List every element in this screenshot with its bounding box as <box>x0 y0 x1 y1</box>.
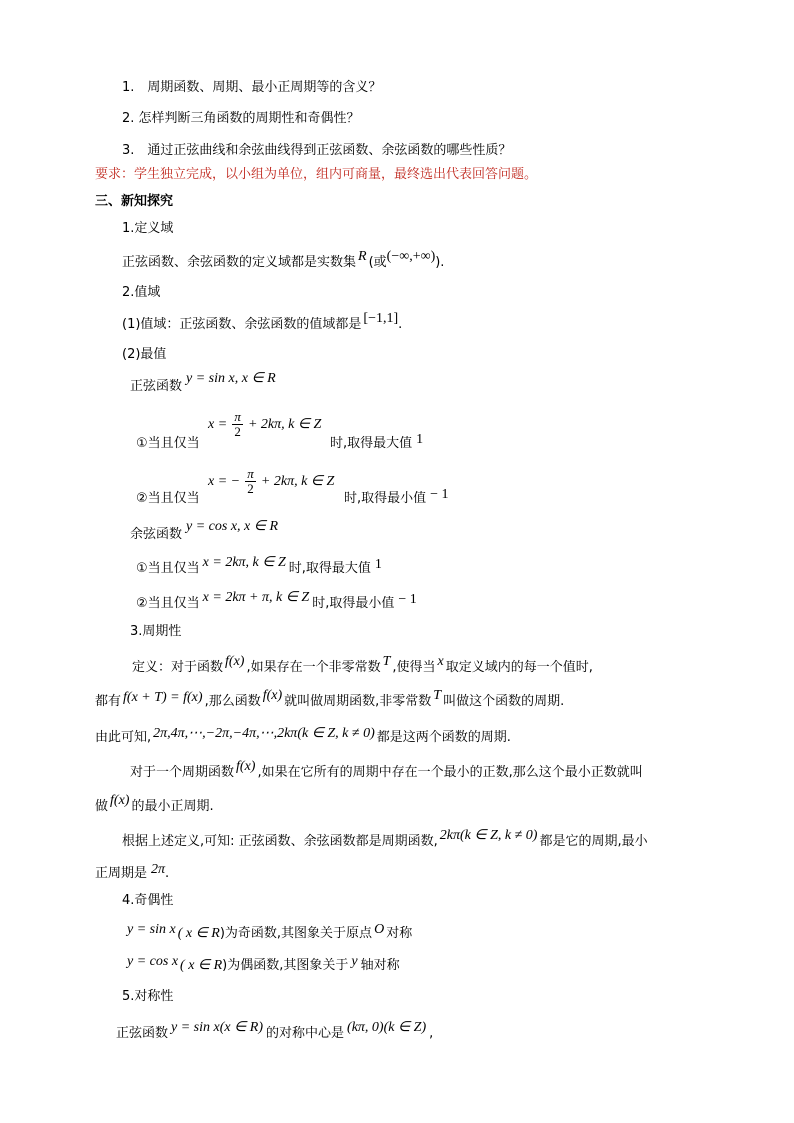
cos-max-line <box>136 555 382 578</box>
cos-parity-line <box>127 954 400 975</box>
min-text-a: 对于一个周期函数 <box>130 765 235 780</box>
def-text-e: ,那么函数 <box>204 694 261 709</box>
fx: f(x) <box>236 759 256 774</box>
range-line <box>122 311 403 334</box>
y-axis-symbol: y <box>351 954 358 969</box>
sin-min-x: x = − <box>208 474 241 489</box>
domain-line <box>122 249 445 272</box>
cos-parity-end: 轴对称 <box>360 958 400 973</box>
has-text: 都有 <box>95 694 122 709</box>
range-heading: 2.值域 <box>122 285 161 300</box>
sin-parity-end: 对称 <box>386 926 413 941</box>
frac-denominator: 2 <box>234 424 241 439</box>
conclusion-line2 <box>95 862 170 883</box>
T-symbol: T <box>433 688 442 703</box>
min-period-line2 <box>95 793 214 816</box>
cos-function-line <box>130 519 279 544</box>
cos-parity-domain: ( x ∈ R <box>180 958 223 973</box>
extrema-heading: (2)最值 <box>122 347 167 362</box>
cos-max-value: 1 <box>374 557 382 572</box>
period-def-line1 <box>132 654 593 677</box>
cos-max-when: ①当且仅当 <box>136 561 200 576</box>
min-period-line1 <box>130 759 643 782</box>
domain-or: (或 <box>368 255 387 270</box>
cos-min-line <box>136 590 417 613</box>
symmetry-heading: 5.对称性 <box>122 989 174 1004</box>
def-text-a: 定义：对于函数 <box>132 660 224 675</box>
gets-min-text: 时,取得最小值 <box>344 491 427 506</box>
sin-max-x: x = <box>208 417 228 432</box>
pi-over-2-fraction <box>232 410 243 439</box>
def-text-b: ,如果存在一个非零常数 <box>246 660 381 675</box>
domain-heading: 1.定义域 <box>122 221 174 236</box>
conc-math: 2kπ(k ∈ Z, k ≠ 0) <box>439 828 538 843</box>
sin-max-when: ①当且仅当 <box>136 436 200 451</box>
conclusion-line1 <box>122 828 648 851</box>
sin-function-line <box>130 371 276 396</box>
min-text-b: ,如果在它所有的周期中存在一个最小的正数,那么这个最小正数就叫 <box>257 765 643 780</box>
sin-parity-line <box>127 922 413 943</box>
requirement-note: 要求：学生独立完成，以小组为单位，组内可商量，最终选出代表回答问题。 <box>95 167 538 182</box>
sin-parity-math: y = sin x <box>127 922 176 937</box>
sin-label: 正弦函数 <box>130 379 183 394</box>
frac-numerator: π <box>247 466 254 481</box>
def-text-d: 取定义域内的每一个值时, <box>445 660 593 675</box>
def-text-g: 叫做这个函数的周期. <box>443 694 565 709</box>
cos-min-value: − 1 <box>398 592 417 607</box>
period-heading: 3.周期性 <box>130 624 182 639</box>
min-text-c: 的最小正周期. <box>131 799 214 814</box>
def-text-f: 就叫做周期函数,非零常数 <box>284 694 432 709</box>
period-equation: f(x + T) = f(x) <box>123 690 203 705</box>
neg-pi-over-2-fraction <box>245 467 256 496</box>
cos-label: 余弦函数 <box>130 527 183 542</box>
sin-min-formula <box>208 467 334 496</box>
cos-min-text: 时,取得最小值 <box>312 596 395 611</box>
conc-text-a: 根据上述定义,可知: 正弦函数、余弦函数都是周期函数, <box>122 834 438 849</box>
sin-min-when: ②当且仅当 <box>136 491 200 506</box>
domain-end: ). <box>435 255 445 270</box>
frac-denominator: 2 <box>247 481 254 496</box>
sin-parity-domain: ( x ∈ R <box>177 926 220 941</box>
fx: f(x) <box>262 688 283 703</box>
range-interval: [−1,1] <box>363 311 399 326</box>
symmetry-math-a: y = sin x(x ∈ R) <box>171 1020 264 1035</box>
range-text: (1)值域：正弦函数、余弦函数的值域都是 <box>122 317 362 332</box>
domain-set-R: R <box>358 249 367 264</box>
period-list-line <box>95 726 511 747</box>
fx: f(x) <box>110 793 130 808</box>
sin-min-result <box>344 487 449 508</box>
symmetry-end: , <box>429 1026 434 1041</box>
question-2: 2. 怎样判断三角函数的周期性和奇偶性？ <box>122 111 360 126</box>
x-symbol: x <box>437 654 444 669</box>
period-list: 2π,4π,⋯,−2π,−4π,⋯,2kπ(k ∈ Z, k ≠ 0) <box>153 726 375 741</box>
sin-max-rest: + 2kπ, k ∈ Z <box>247 417 322 432</box>
symmetry-line <box>116 1020 434 1043</box>
call-text: 做 <box>95 799 109 814</box>
from-text: 由此可知, <box>95 730 152 745</box>
sin-min-rest: + 2kπ, k ∈ Z <box>260 474 335 489</box>
period-def-line2 <box>95 688 565 711</box>
domain-interval: (−∞,+∞) <box>386 249 436 264</box>
cos-max-formula: x = 2kπ, k ∈ Z <box>202 555 286 570</box>
frac-numerator: π <box>234 409 241 424</box>
cos-parity-text: )为偶函数,其图象关于 <box>222 958 349 973</box>
gets-max-text: 时,取得最大值 <box>330 436 413 451</box>
question-3: 3. 通过正弦曲线和余弦曲线得到正弦函数、余弦函数的哪些性质？ <box>122 143 512 158</box>
origin-O: O <box>374 922 385 937</box>
cos-max-text: 时,取得最大值 <box>288 561 371 576</box>
sin-max-formula <box>208 410 321 439</box>
conc-text-b: 都是它的周期,最小 <box>539 834 648 849</box>
cos-parity-math: y = cos x <box>127 954 179 969</box>
question-1: 1. 周期函数、周期、最小正周期等的含义？ <box>122 80 382 95</box>
max-value: 1 <box>416 432 424 447</box>
cos-min-formula: x = 2kπ + π, k ∈ Z <box>202 590 310 605</box>
cos-definition: y = cos x, x ∈ R <box>186 519 279 534</box>
conc-text-c: 正周期是 <box>95 866 148 881</box>
T-symbol: T <box>382 654 391 669</box>
sin-max-result <box>330 432 424 453</box>
list-end-text: 都是这两个函数的周期. <box>376 730 511 745</box>
two-pi: 2π <box>151 862 166 877</box>
symmetry-text-b: 的对称中心是 <box>266 1026 345 1041</box>
conc-dot: . <box>165 866 170 881</box>
symmetry-center: (kπ, 0)(k ∈ Z) <box>347 1020 427 1035</box>
sin-definition: y = sin x, x ∈ R <box>186 371 276 386</box>
parity-heading: 4.奇偶性 <box>122 893 174 908</box>
fx: f(x) <box>225 654 245 669</box>
sin-parity-text: )为奇函数,其图象关于原点 <box>219 926 373 941</box>
domain-text: 正弦函数、余弦函数的定义域都是实数集 <box>122 255 357 270</box>
symmetry-text-a: 正弦函数 <box>116 1026 169 1041</box>
cos-min-when: ②当且仅当 <box>136 596 200 611</box>
range-end: . <box>398 317 403 332</box>
def-text-c: ,使得当 <box>392 660 436 675</box>
min-value: − 1 <box>430 487 449 502</box>
section-title: 三、新知探究 <box>95 194 174 209</box>
